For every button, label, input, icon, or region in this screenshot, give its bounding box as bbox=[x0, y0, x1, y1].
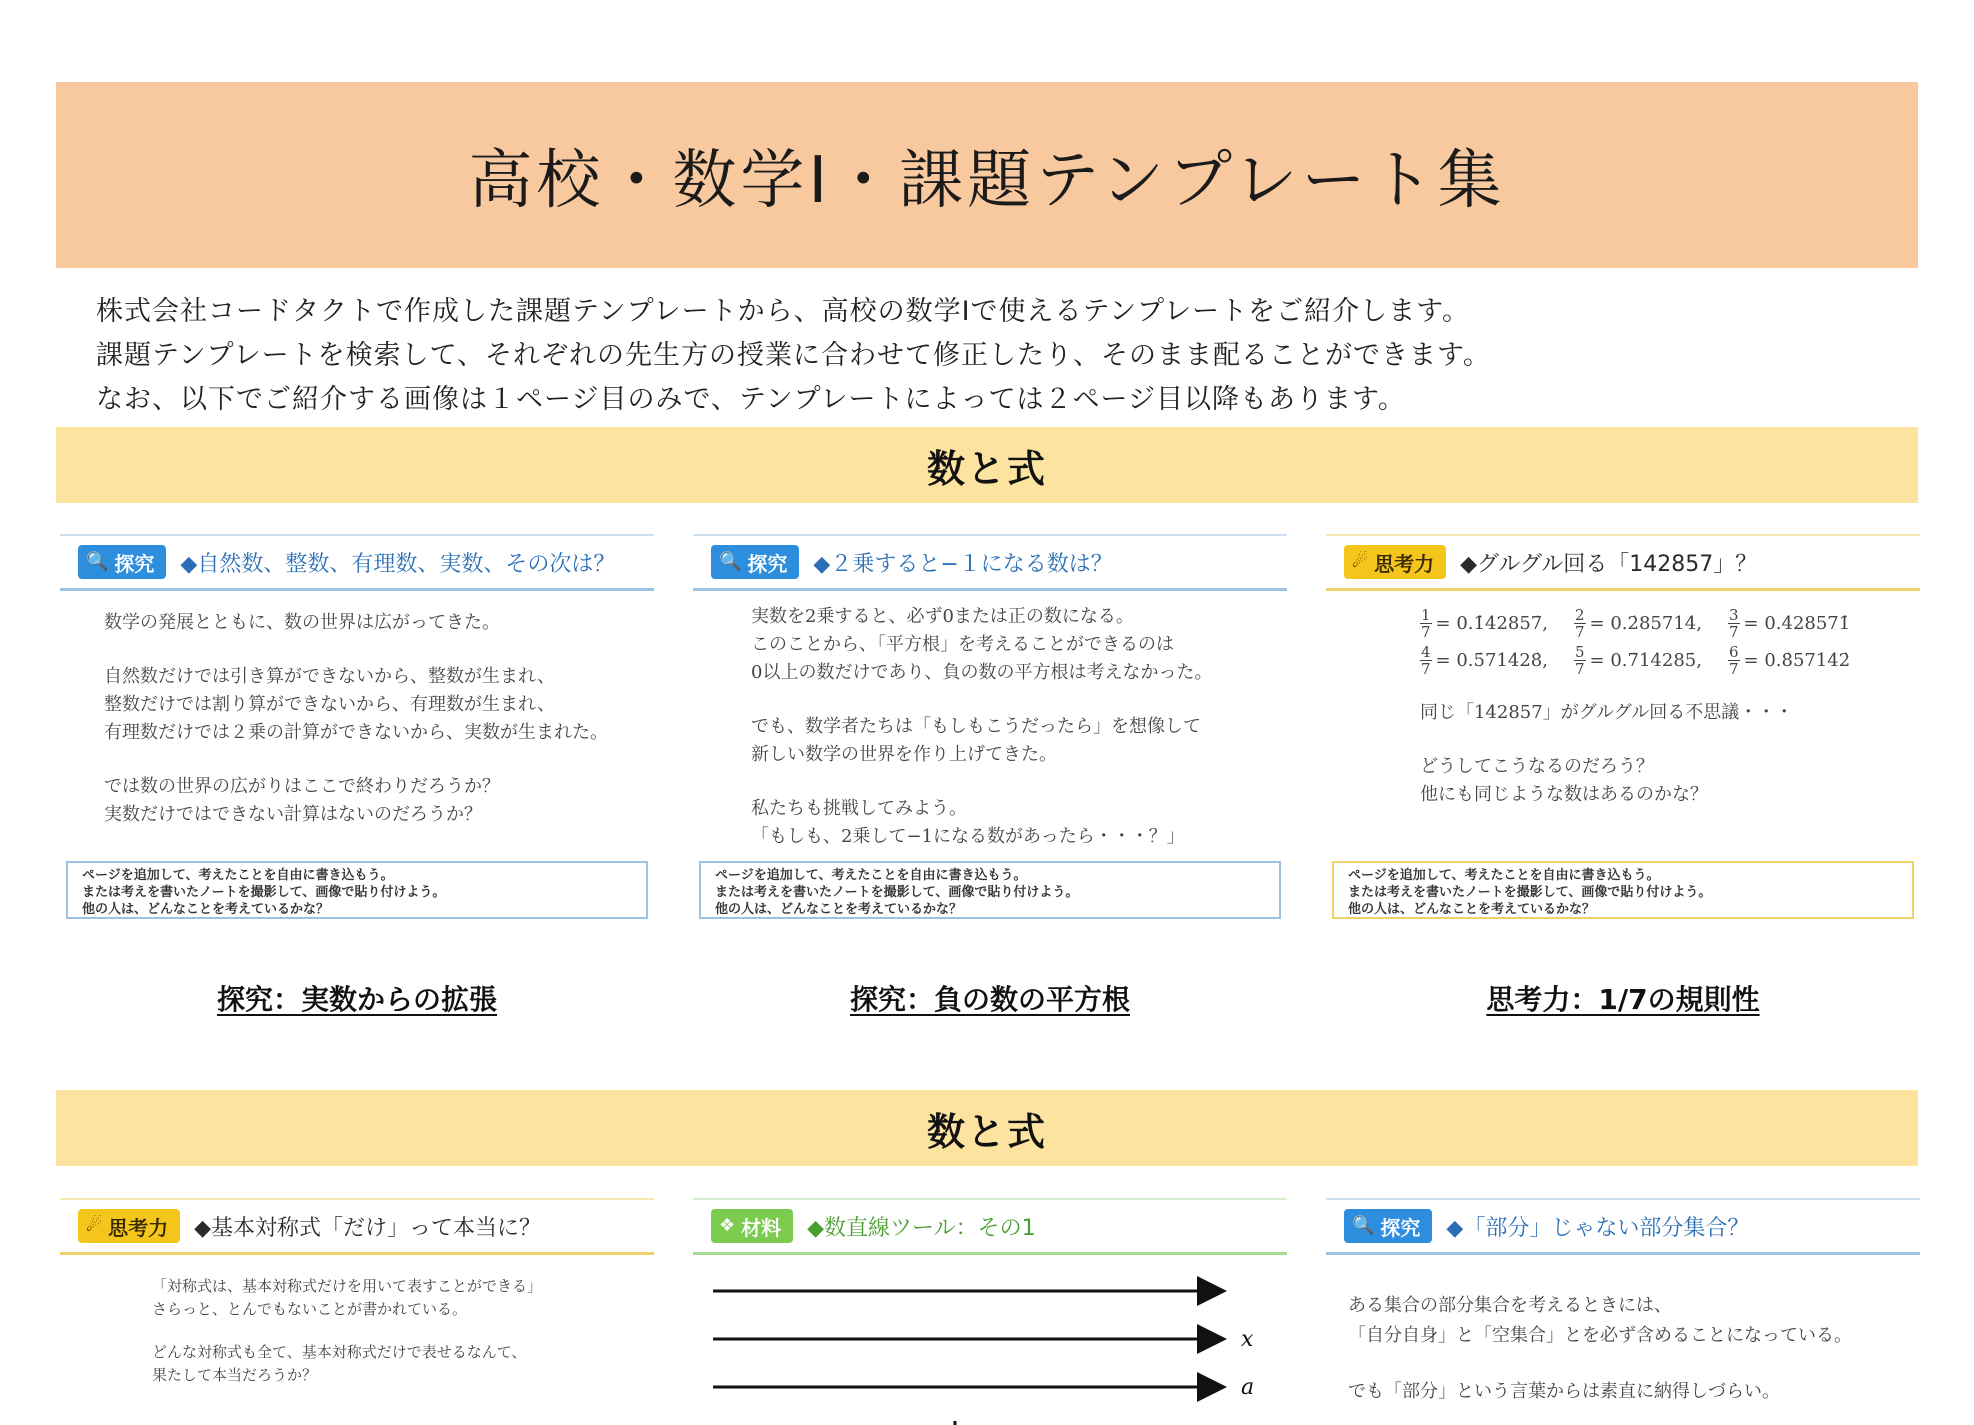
note-box bbox=[66, 861, 648, 919]
badge-label: 探究 bbox=[114, 551, 155, 576]
card-title: ◆２乗すると−１になる数は？ bbox=[813, 551, 1113, 577]
intro-line: 株式会社コードタクトで作成した課題テンプレートから、高校の数学Ⅰで使えるテンプレートをご紹介します。 bbox=[96, 296, 1470, 327]
fraction-item: $\frac{2}{7}$ = 0.2̇85714̇ , bbox=[1574, 606, 1702, 641]
fraction-item: $\frac{6}{7}$ = 0.8̇57142̇ bbox=[1728, 643, 1851, 678]
card-header bbox=[1326, 534, 1920, 591]
number-line-diagram bbox=[693, 1255, 1287, 1425]
card-title: ◆数直線ツール：その1 bbox=[807, 1215, 1036, 1241]
category-badge bbox=[78, 1209, 180, 1243]
body-line: 「対称式は、基本対称式だけを用いて表すことができる」 bbox=[152, 1277, 543, 1295]
category-badge bbox=[1344, 545, 1446, 579]
lightbulb-icon: ☄ bbox=[1352, 551, 1369, 572]
template-card[interactable] bbox=[1326, 1198, 1920, 1407]
card-body bbox=[1326, 1255, 1920, 1407]
card-caption-link[interactable]: 思考力：1/7の規則性 bbox=[1486, 983, 1760, 1016]
body-line: 有理数だけでは２乗の計算ができないから、実数が生まれた。 bbox=[104, 722, 608, 743]
note-line: または考えを書いたノートを撮影して、画像で貼り付けよう。 bbox=[1348, 885, 1712, 900]
category-badge bbox=[711, 1209, 793, 1243]
body-line: 数学の発展とともに、数の世界は広がってきた。 bbox=[104, 612, 500, 633]
body-line: 「もしも、2乗して−1になる数があったら・・・？」 bbox=[751, 826, 1185, 847]
template-card[interactable] bbox=[693, 1198, 1287, 1425]
body-line: ある集合の部分集合を考えるときには、 bbox=[1348, 1295, 1672, 1316]
body-line: でも「部分」という言葉からは素直に納得しづらい。 bbox=[1348, 1381, 1780, 1402]
search-icon: 🔍 bbox=[1352, 1215, 1375, 1236]
card-header bbox=[693, 534, 1287, 591]
note-box bbox=[1332, 861, 1914, 919]
card-body bbox=[60, 1255, 654, 1387]
search-icon: 🔍 bbox=[86, 551, 109, 572]
section-header: 数と式 bbox=[56, 427, 1918, 503]
card-title: ◆グルグル回る「142857」？ bbox=[1460, 551, 1758, 577]
badge-label: 探究 bbox=[747, 551, 788, 576]
axis-label: a bbox=[1241, 1375, 1255, 1400]
body-line: 私たちも挑戦してみよう。 bbox=[751, 798, 967, 819]
card-body bbox=[60, 591, 654, 861]
card-body bbox=[693, 591, 1287, 861]
badge-label: 材料 bbox=[741, 1215, 782, 1240]
template-card[interactable] bbox=[1326, 534, 1920, 919]
note-line: ページを追加して、考えたことを自由に書き込もう。 bbox=[1348, 868, 1660, 883]
category-badge bbox=[711, 545, 799, 579]
body-line: どうしてこうなるのだろう？ bbox=[1420, 756, 1654, 777]
fraction-row bbox=[1420, 644, 1920, 677]
note-box bbox=[699, 861, 1281, 919]
body-line: どんな対称式も全て、基本対称式だけで表せるなんて、 bbox=[152, 1343, 527, 1361]
fraction-row bbox=[1420, 607, 1920, 640]
note-line: ページを追加して、考えたことを自由に書き込もう。 bbox=[715, 868, 1027, 883]
card-header bbox=[60, 534, 654, 591]
axis-label: x bbox=[1241, 1327, 1254, 1352]
template-card[interactable] bbox=[693, 534, 1287, 919]
fraction-item: $\frac{3}{7}$ = 0.4̇28571̇ bbox=[1728, 606, 1851, 641]
lightbulb-icon: ☄ bbox=[86, 1215, 103, 1236]
card-caption-link[interactable]: 探究：負の数の平方根 bbox=[849, 983, 1130, 1016]
card-body bbox=[1326, 591, 1920, 861]
card-header bbox=[693, 1198, 1287, 1255]
template-card[interactable] bbox=[60, 1198, 654, 1387]
body-line: 「自分自身」と「空集合」とを必ず含めることになっている。 bbox=[1348, 1325, 1852, 1346]
note-line: または考えを書いたノートを撮影して、画像で貼り付けよう。 bbox=[82, 885, 446, 900]
body-line: 自然数だけでは引き算ができないから、整数が生まれ、 bbox=[104, 666, 556, 687]
card-title: ◆「部分」じゃない部分集合？ bbox=[1446, 1215, 1750, 1241]
body-line: 実数だけではできない計算はないのだろうか？ bbox=[104, 804, 482, 825]
body-line: 同じ「142857」がグルグル回る不思議・・・ bbox=[1420, 702, 1794, 723]
fraction-item: $\frac{5}{7}$ = 0.7̇14285̇ , bbox=[1574, 643, 1702, 678]
card-title: ◆基本対称式「だけ」って本当に？ bbox=[194, 1215, 542, 1241]
body-line: でも、数学者たちは「もしもこうだったら」を想像して bbox=[751, 716, 1201, 737]
note-line: 他の人は、どんなことを考えているかな？ bbox=[715, 902, 963, 917]
body-line: 果たして本当だろうか？ bbox=[152, 1366, 318, 1384]
body-line: 整数だけでは割り算ができないから、有理数が生まれ、 bbox=[104, 694, 556, 715]
category-badge bbox=[1344, 1209, 1432, 1243]
fraction-item: $\frac{1}{7}$ = 0.1̇42857̇ , bbox=[1421, 606, 1548, 641]
card-header bbox=[60, 1198, 654, 1255]
body-line: このことから、「平方根」を考えることができるのは bbox=[751, 634, 1174, 655]
note-line: ページを追加して、考えたことを自由に書き込もう。 bbox=[82, 868, 394, 883]
page-title: 高校・数学Ⅰ・課題テンプレート集 bbox=[468, 144, 1506, 218]
section-header: 数と式 bbox=[56, 1090, 1918, 1166]
note-line: または考えを書いたノートを撮影して、画像で貼り付けよう。 bbox=[715, 885, 1079, 900]
note-line: 他の人は、どんなことを考えているかな？ bbox=[1348, 902, 1596, 917]
body-line: 新しい数学の世界を作り上げてきた。 bbox=[751, 744, 1057, 765]
fraction-item: $\frac{4}{7}$ = 0.5̇71428̇ , bbox=[1421, 643, 1548, 678]
note-line: 他の人は、どんなことを考えているかな？ bbox=[82, 902, 330, 917]
search-icon: 🔍 bbox=[719, 551, 742, 572]
title-banner bbox=[56, 82, 1918, 268]
card-header bbox=[1326, 1198, 1920, 1255]
card-title: ◆自然数、整数、有理数、実数、その次は？ bbox=[180, 551, 616, 577]
intro-line: なお、以下でご紹介する画像は１ページ目のみで、テンプレートによっては２ページ目以降もあります。 bbox=[96, 384, 1406, 415]
card-caption-link[interactable]: 探究：実数からの拡張 bbox=[216, 983, 497, 1016]
template-card[interactable] bbox=[60, 534, 654, 919]
intro-line: 課題テンプレートを検索して、それぞれの先生方の授業に合わせて修正したり、そのまま配ることができます。 bbox=[96, 340, 1491, 371]
body-line: 0以上の数だけであり、負の数の平方根は考えなかった。 bbox=[751, 662, 1213, 683]
intro-text bbox=[96, 290, 1896, 422]
tag-icon: ❖ bbox=[719, 1215, 736, 1236]
category-badge bbox=[78, 545, 166, 579]
body-line: さらっと、とんでもないことが書かれている。 bbox=[152, 1300, 468, 1318]
body-line: では数の世界の広がりはここで終わりだろうか？ bbox=[104, 776, 500, 797]
badge-label: 思考力 bbox=[108, 1215, 169, 1240]
body-line: 実数を2乗すると、必ず0または正の数になる。 bbox=[751, 606, 1134, 627]
badge-label: 思考力 bbox=[1374, 551, 1435, 576]
badge-label: 探究 bbox=[1380, 1215, 1421, 1240]
body-line: 他にも同じような数はあるのかな？ bbox=[1420, 784, 1708, 805]
